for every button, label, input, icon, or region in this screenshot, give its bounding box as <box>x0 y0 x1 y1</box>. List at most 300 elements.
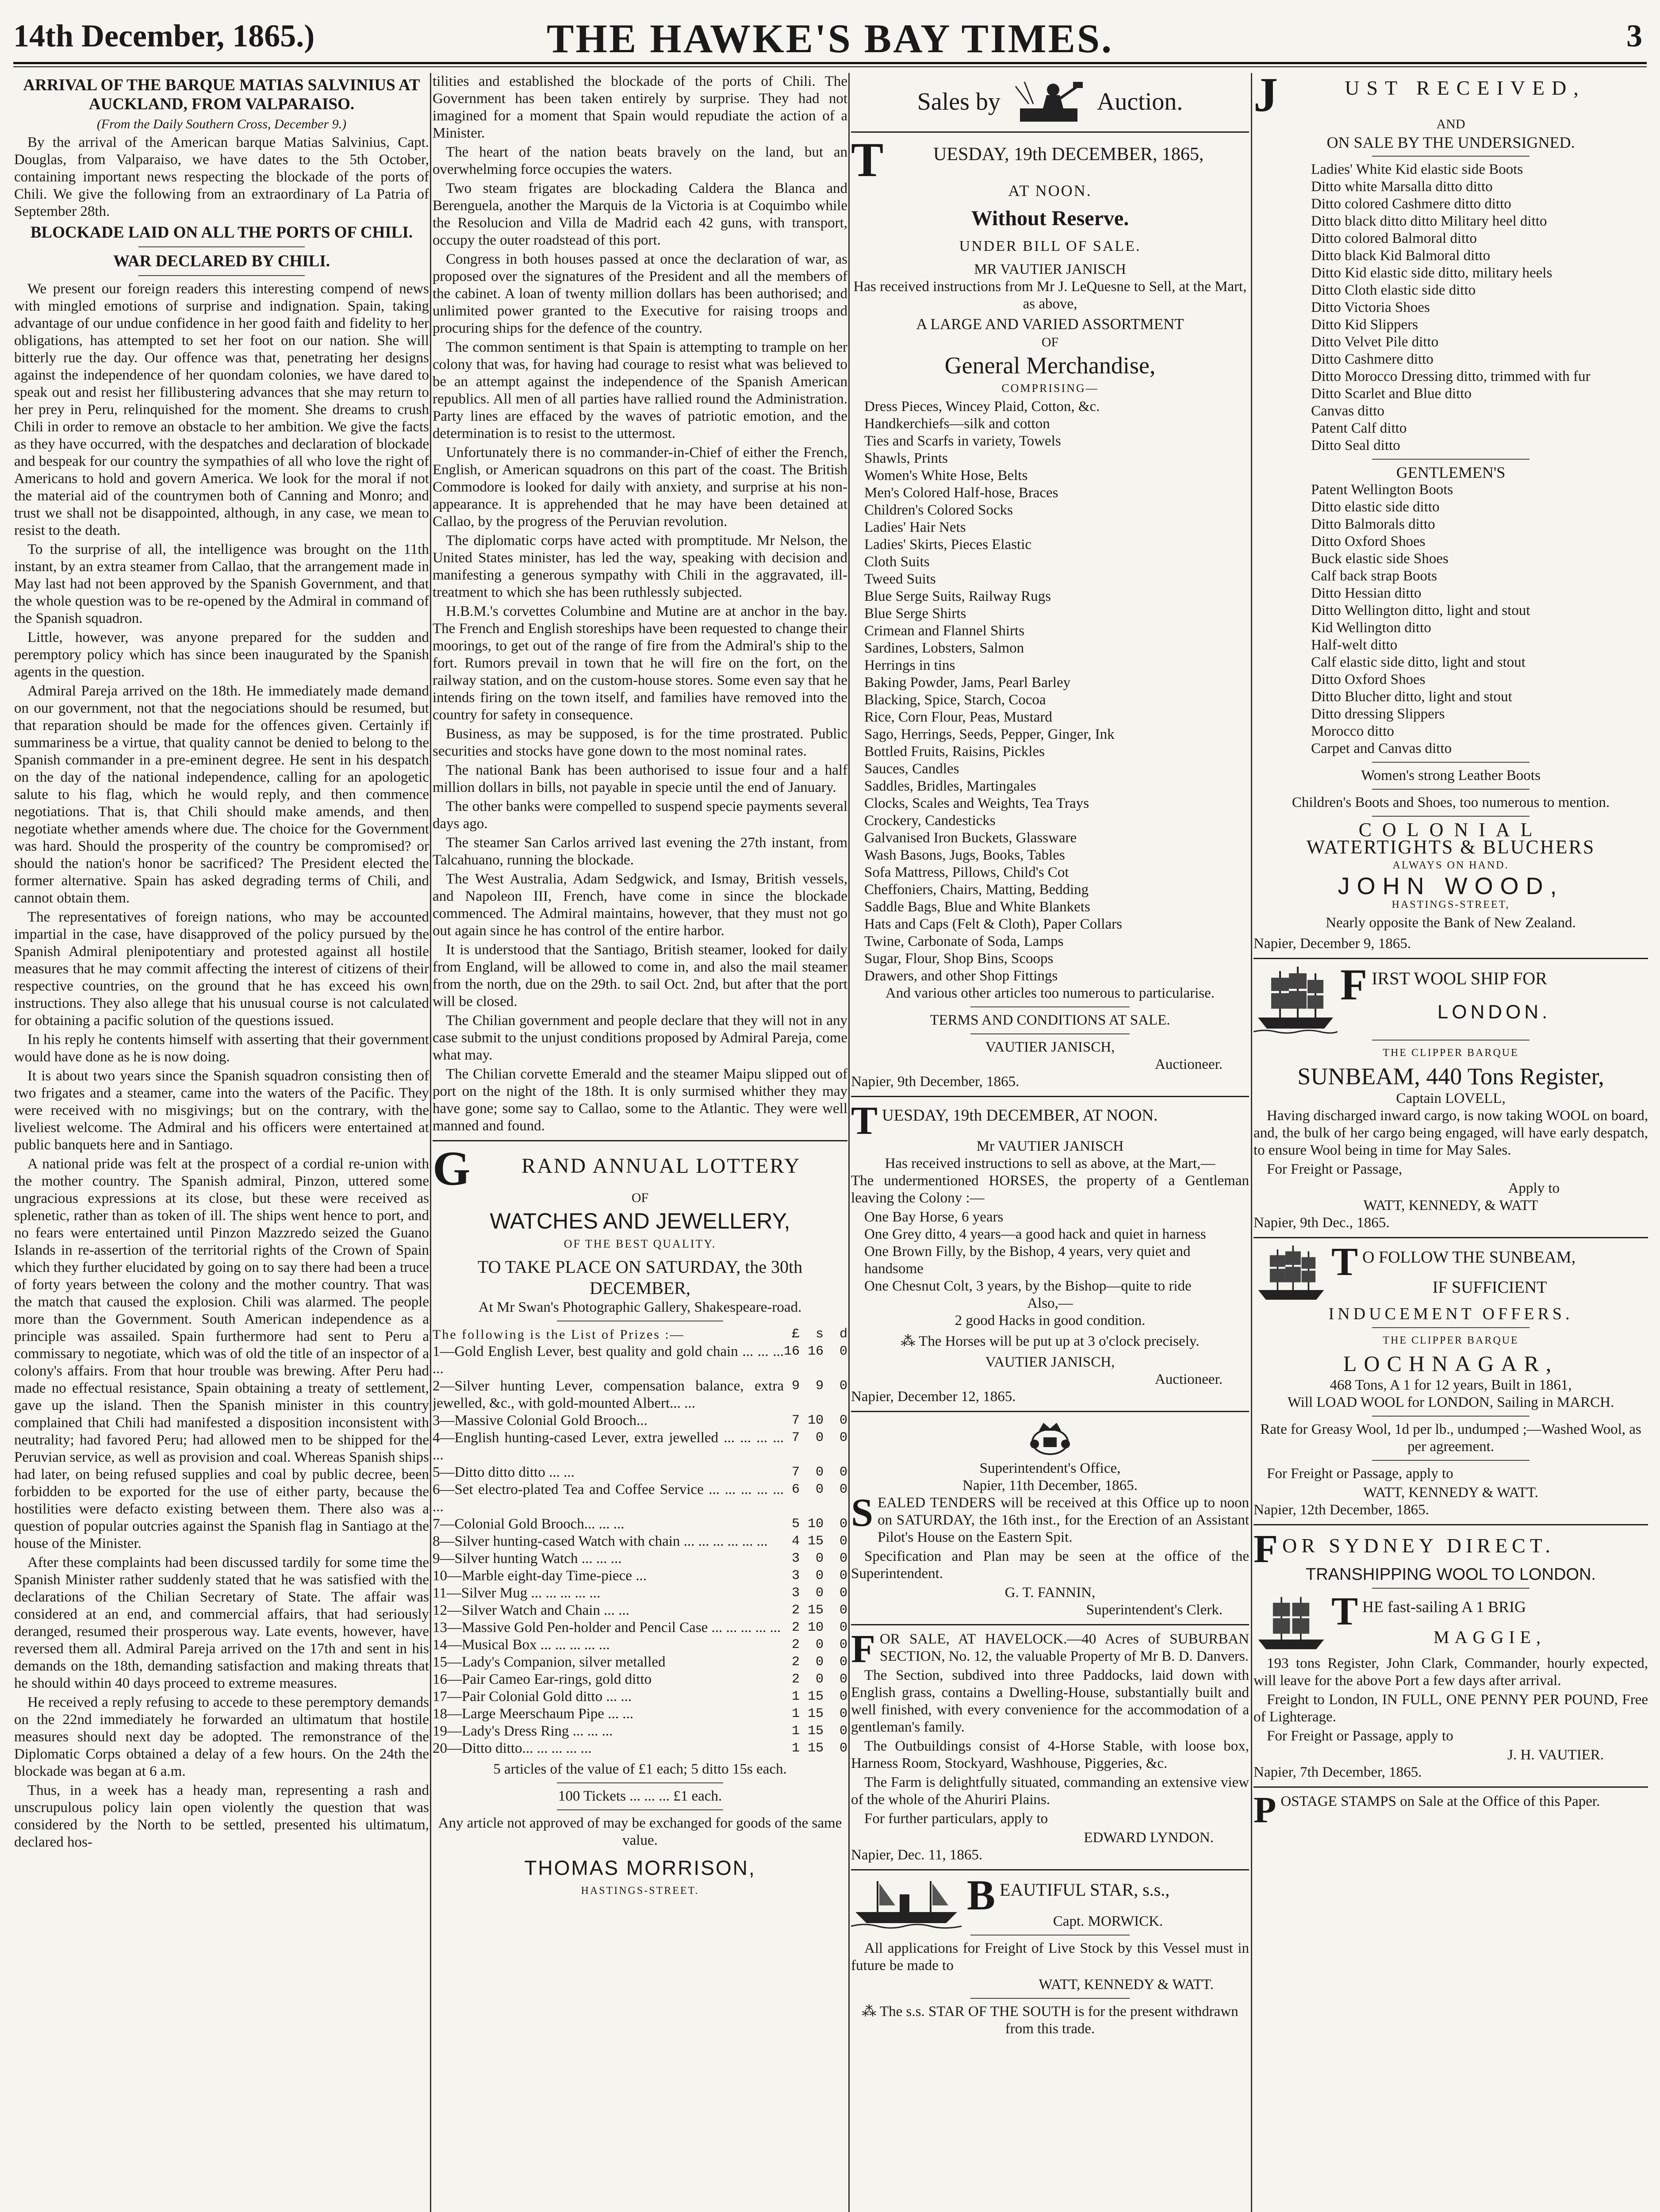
prize-value: 1 15 0 <box>783 1741 847 1756</box>
lottery-advertiser: THOMAS MORRISON, <box>524 1856 756 1879</box>
prize-name: 1—Gold English Lever, best quality and gold chain ... ... ... ... <box>433 1344 784 1377</box>
gentlemen-footwear-item: Morocco ditto <box>1311 723 1394 739</box>
lottery-title: RAND ANNUAL LOTTERY <box>521 1154 801 1178</box>
article-paragraph: He received a reply refusing to accede to these peremptory demands on the 22nd immediately he forwarded an ultimatum that hostile measures should next day be adopted. The remonstrance of the Diplomatic Corps obtained a delay of a few hours. On the 24th the blockade was began at 6 a.m. <box>14 1694 429 1779</box>
sale-text: OR SALE, AT HAVELOCK.—40 Acres of SUBURBAN SECTION, No. 12, the valuable Property of Mr B. D. Danvers. <box>879 1631 1249 1664</box>
gentlemen-footwear-item: Ditto Hessian ditto <box>1311 585 1422 601</box>
article-paragraph: After these complaints had been discussed tardily for some time the Spanish Minister rather suddenly stated that he was satisfied with the declarations of the Chilian Secretary of State. The affair was considered at an end, and commercial affairs, that had seriously deranged, resumed their prosperous way. Late events, however, have reversed them all. Admiral Pareja arrived on the 17th and sent in his demands on the 18th, demanding satisfaction and making threats that he should within 40 days proceed to extreme measures. <box>14 1555 429 1691</box>
follow-subtitle: IF SUFFICIENT <box>1432 1278 1547 1297</box>
signature-title: Auctioneer. <box>1154 1056 1223 1072</box>
gentlemen-footwear-item: Kid Wellington ditto <box>1311 620 1431 636</box>
advert-date: Napier, 9th December, 1865. <box>851 1074 1020 1090</box>
prize-row <box>433 1602 847 1619</box>
article-paragraph: Admiral Pareja arrived on the 18th. He immediately made demand on our government, not that the negociations should be resumed, but that reparation should be made for the offences given. Certainly if summariness be a virtue, that quality cannot be denied to belong to the Spanish commander in a pre-eminent degree. He sent in his despatch on the day of the national independence, calling for an apologetic salute to his flag, which he would reply, and then commence negotiations. That is, that Chili should make amends, and then negotiate whether amends where due. The choice for the Government was hard. Should the prosperity of the country be compromised? or should the nation's honor be sacrificed? The President elected the former alternative. Spain has asked degrading terms of Chili, and cannot obtain them. <box>14 683 429 906</box>
advert-divider <box>1254 1237 1648 1238</box>
article-paragraph: To the surprise of all, the intelligence was brought on the 11th instant, by an extra steamer from Callao, that the arrangement made in May last had not been approved by the Spanish Government, and that the whole question was to be re-opened by the Admiral in command of the Spanish squadron. <box>14 541 429 626</box>
lottery-of: OF <box>631 1190 649 1205</box>
ladies-footwear-item: Ditto Morocco Dressing ditto, trimmed with fur <box>1311 369 1591 384</box>
article-paragraph: We present our foreign readers this interesting compend of news with mingled emotions of surprise and indignation. Spain, taking advantage of our undue confidence in her good faith and fidelity to her obligations, has attempted to set her foot on our nation. She will bitterly rue the day. Our offence was that, penetrating her designs against the independence of her quondam colonies, we have dared to speak out and resist her fillibustering advances that she may return to her prey in Peru, relinquished for the moment. She dreams to crush Chili in order to remove an obstacle to her ambition. We give the facts as they have occurred, with the despatches and declaration of blockade and bespeak for our country the sympathies of all who love the right of Americans to hold and govern America. We look for the moral if not the material aid of the countrymen both of Canning and Monro; and trust we shall not be disappointed, although, in any case, we mean to resist to the death. <box>14 281 429 538</box>
goods-item: Handkerchiefs—silk and cotton <box>864 416 1050 432</box>
advert-divider <box>851 1096 1249 1097</box>
prize-row <box>433 1619 847 1636</box>
goods-item: Sofa Mattress, Pillows, Child's Cot <box>864 864 1069 880</box>
short-divider <box>1372 1588 1530 1589</box>
article-paragraph: In his reply he contents himself with asserting that their government would have done as he is now doing. <box>14 1032 429 1065</box>
prize-row <box>433 1533 847 1550</box>
advert-date: Napier, December 12, 1865. <box>851 1389 1016 1405</box>
drop-cap: F <box>1254 1531 1278 1566</box>
auctioneer-name: Mr VAUTIER JANISCH <box>976 1138 1124 1154</box>
goods-item: Twine, Carbonate of Soda, Lamps <box>864 933 1064 949</box>
gentlemen-footwear-item: Ditto elastic side ditto <box>1311 499 1440 515</box>
merchandise-auction-advert <box>851 138 1249 1091</box>
article-paragraph: The national Bank has been authorised to issue four and a half million dollars in bills, not payable in specie until the end of January. <box>433 762 847 795</box>
prize-value: 7 10 0 <box>783 1413 847 1428</box>
signature-title: Superintendent's Clerk. <box>1086 1602 1223 1618</box>
article-paragraph: The Chilian government and people declare that they will not in any case submit to the unjust conditions proposed by Admiral Pareja, come what may. <box>433 1013 847 1063</box>
hacks-line: 2 good Hacks in good condition. <box>955 1313 1146 1329</box>
ladies-footwear-item: Ditto Scarlet and Blue ditto <box>1311 386 1472 402</box>
article-paragraph: Little, however, was anyone prepared for the sudden and peremptory policy which has since been inaugurated by the Spanish agents in the question. <box>14 630 429 680</box>
article-paragraph: It is about two years since the Spanish squadron consisting then of two frigates and a steamer, came into the waters of the Pacific. They were received with no misgivings; but on the contrary, with the liveliest welcome. The Admiral and his officers were entertained at public banquets here and in Santiago. <box>14 1068 429 1153</box>
prize-row <box>433 1567 847 1585</box>
prize-row <box>433 1378 847 1412</box>
article-paragraph: By the arrival of the American barque Matias Salvinius, Capt. Douglas, from Valparaiso, we have dates to the 5th October, containing important news respecting the blockade of the ports of Chili. We give the following from an extraordinary of La Patria of September 28th. <box>14 134 429 219</box>
column-2-news-lottery <box>433 73 847 2212</box>
prize-name: 16—Pair Cameo Ear-rings, gold ditto <box>433 1671 652 1687</box>
tender-text: EALED TENDERS will be received at this Office up to noon on SATURDAY, the 16th inst., for the Erection of an Assistant Pilot's House on the Eastern Spit. <box>878 1495 1249 1545</box>
prize-row <box>433 1636 847 1654</box>
goods-item: Saddles, Bridles, Martingales <box>864 778 1036 794</box>
freight-text: For Freight or Passage, apply to <box>1267 1466 1453 1482</box>
goods-item: Herrings in tins <box>864 657 955 673</box>
article-paragraph: A national pride was felt at the prospect of a cordial re-union with the mother country. The Spanish admiral, Pinzon, uttered some ungracious expressions at its close, but these were received as splenetic, rather than as token of ill. The ships went hence to port, and no fears were entertained until Pinzon Mazzredo seized the Guano Islands in re-assertion of the territorial rights of the Crown of Spain which they further elucidated by going on to say there had been a truce of forty years between the colony and the mother country. That was the match that caused the explosion. Chili was alarmed. The people more than the Government. South American independence as a principle was assailed. Spain furthermore had sent to Peru a commissary to negotiate, which was of old the title of an inspector of a colony's affairs. From that hour trouble was brewing. After Peru had made no effectual resistance, Spain obtaining a treaty of settlement, gave up the island. Then the Spanish minister in this country complained that Chili had manifested a disposition inconsistent with neutrality; had favored Peru; had allowed men to be shipped for the Peruvian service, as well as provision and coal. Whereas Spanish ships had later, on being refused supplies and coal by public decree, been forbidden to be exported for the use of either party, because the hostilities were defacto existing between them. There also was a question of popular outcries against the Spanish flag in Santiago at the house of the Minister. <box>14 1156 429 1551</box>
ladies-footwear-item: Ditto white Marsalla ditto ditto <box>1311 179 1493 195</box>
ladies-footwear-item: Patent Calf ditto <box>1311 420 1407 436</box>
office-date: Napier, 11th December, 1865. <box>962 1478 1138 1494</box>
page-number: 3 <box>1626 18 1642 54</box>
comprising: COMPRISING— <box>1001 382 1099 395</box>
currency-header: £ s d <box>791 1327 847 1342</box>
prize-value: 16 16 0 <box>783 1344 847 1359</box>
prize-name: 15—Lady's Companion, silver metalled <box>433 1654 666 1670</box>
of-label: OF <box>1041 335 1059 349</box>
auctioneer-icon <box>1011 77 1086 126</box>
goods-item: Saddle Bags, Blue and White Blankets <box>864 899 1090 915</box>
goods-item: Hats and Caps (Felt & Cloth), Paper Collars <box>864 916 1122 932</box>
ladies-footwear-item: Canvas ditto <box>1311 403 1384 419</box>
advert-divider <box>1254 1524 1648 1525</box>
prize-name: 12—Silver Watch and Chain ... ... <box>433 1602 629 1618</box>
advert-divider <box>433 1140 847 1141</box>
sales-banner <box>851 77 1249 126</box>
ship-name: SUNBEAM, 440 Tons Register, <box>1297 1063 1604 1090</box>
wool-ship-title: IRST WOOL SHIP FOR <box>1372 968 1547 988</box>
prize-value: 9 9 0 <box>783 1379 847 1394</box>
brig-icon <box>1254 1593 1329 1655</box>
prize-name: 5—Ditto ditto ditto ... ... <box>433 1464 575 1480</box>
headline-blockade: BLOCKADE LAID ON ALL THE PORTS OF CHILI. <box>30 223 413 242</box>
signature-name: G. T. FANNIN, <box>1004 1585 1096 1601</box>
children-boots: Children's Boots and Shoes, too numerous to mention. <box>1292 795 1610 810</box>
sunbeam-advert <box>1254 964 1648 1232</box>
ladies-footwear-item: Ditto black Kid Balmoral ditto <box>1311 248 1491 264</box>
lottery-note: Any article not approved of may be exchanged for goods of the same value. <box>438 1815 842 1848</box>
lottery-tickets: 100 Tickets ... ... ... £1 each. <box>558 1788 722 1804</box>
prize-row <box>433 1550 847 1567</box>
short-divider <box>1372 816 1530 817</box>
merchant-location: Nearly opposite the Bank of New Zealand. <box>1326 915 1576 931</box>
colonial-label: COLONIAL <box>1358 819 1543 841</box>
prize-name: 14—Musical Box ... ... ... ... ... <box>433 1637 610 1653</box>
apply-to: Apply to <box>1508 1180 1560 1196</box>
prize-name: 18—Large Meerschaum Pipe ... ... <box>433 1706 633 1722</box>
prize-value: 7 0 0 <box>783 1465 847 1480</box>
masthead-rule-thin <box>13 66 1647 67</box>
signature-title: Auctioneer. <box>1154 1371 1223 1387</box>
prize-value: 5 10 0 <box>783 1517 847 1532</box>
ladies-footwear-item: Ditto Cashmere ditto <box>1311 351 1434 367</box>
gentlemen-footwear-item: Ditto dressing Slippers <box>1311 706 1445 722</box>
short-divider <box>1372 1460 1530 1461</box>
prize-row <box>433 1464 847 1481</box>
prize-row <box>433 1412 847 1429</box>
article-paragraph: The steamer San Carlos arrived last evening the 27th instant, from Talcahuano, running the blockade. <box>433 835 847 868</box>
sydney-advert <box>1254 1531 1648 1781</box>
goods-item: Blue Serge Shirts <box>864 606 966 622</box>
short-divider <box>970 1998 1130 1999</box>
sale-text: For further particulars, apply to <box>864 1811 1048 1827</box>
short-divider <box>557 1809 723 1810</box>
advert-divider <box>1254 1786 1648 1788</box>
horse-item: One Grey ditto, 4 years—a good hack and quiet in harness <box>864 1226 1206 1242</box>
prize-name: 7—Colonial Gold Brooch... ... ... <box>433 1516 625 1532</box>
royal-crest-icon <box>1021 1417 1079 1457</box>
prize-name: 10—Marble eight-day Time-piece ... <box>433 1568 647 1584</box>
short-divider <box>970 1006 1130 1007</box>
horses-intro: The undermentioned HORSES, the property of a Gentleman leaving the Colony :— <box>851 1173 1249 1206</box>
prize-value: 1 15 0 <box>783 1689 847 1704</box>
source-line: (From the Daily Southern Cross, December 9.) <box>96 117 347 131</box>
ship-captain: Captain LOVELL, <box>1396 1091 1506 1106</box>
goods-item: Ties and Scarfs in variety, Towels <box>864 433 1061 449</box>
auction-date: UESDAY, 19th DECEMBER, AT NOON. <box>882 1106 1158 1125</box>
drop-cap: F <box>1340 964 1368 1003</box>
on-sale-line: ON SALE BY THE UNDERSIGNED. <box>1326 134 1575 151</box>
goods-item: Clocks, Scales and Weights, Tea Trays <box>864 795 1089 811</box>
ladies-footwear-item: Ladies' White Kid elastic side Boots <box>1311 161 1523 177</box>
article-paragraph: Two steam frigates are blockading Caldera the Blanca and Berenguela, another the Marquis de la Victoria is at Coquimbo while the Resolucion and Villa de Madrid each 42 guns, with transport, occupy the outer roadstead of this port. <box>433 180 847 248</box>
prize-name: 11—Silver Mug ... ... ... ... ... <box>433 1585 601 1601</box>
column-1-news <box>14 73 429 2212</box>
just-received-advert <box>1254 73 1648 952</box>
gentlemen-heading: GENTLEMEN'S <box>1396 464 1506 481</box>
drop-cap: T <box>1331 1244 1358 1279</box>
beautiful-star-advert <box>851 1876 1249 2038</box>
ladies-footwear-item: Ditto Kid Slippers <box>1311 317 1418 333</box>
prize-value: 2 10 0 <box>783 1620 847 1635</box>
drop-cap: T <box>851 138 884 180</box>
bill-of-sale: UNDER BILL OF SALE. <box>959 238 1141 254</box>
prize-value: 4 15 0 <box>783 1534 847 1549</box>
masthead <box>13 9 1647 62</box>
always-on-hand: ALWAYS ON HAND. <box>1392 860 1509 871</box>
sale-text: The Section, subdived into three Paddocks, laid down with English grass, contains a Dwelling-House, substantially built and well finished, with every convenience for the accommodation of a gentleman's family. <box>851 1667 1249 1735</box>
steamship-icon <box>851 1877 962 1930</box>
transhipping-line: TRANSHIPPING WOOL TO LONDON. <box>1306 1565 1596 1584</box>
signature-name: WATT, KENNEDY & WATT. <box>1363 1485 1538 1501</box>
goods-item: Cloth Suits <box>864 554 930 570</box>
lottery-watches: WATCHES AND JEWELLERY, <box>490 1209 790 1233</box>
ladies-footwear-list <box>1254 161 1648 454</box>
prize-value: 1 15 0 <box>783 1724 847 1739</box>
masthead-rule <box>13 62 1647 64</box>
advert-date: Napier, Dec. 11, 1865. <box>851 1847 983 1863</box>
ladies-footwear-item: Ditto colored Balmoral ditto <box>1311 230 1477 246</box>
prize-name: 4—English hunting-cased Lever, extra jewelled ... ... ... ... ... <box>433 1430 784 1463</box>
drop-cap: P <box>1254 1793 1277 1826</box>
signature-name: VAUTIER JANISCH, <box>985 1354 1115 1370</box>
lottery-extra: 5 articles of the value of £1 each; 5 ditto 15s each. <box>493 1761 787 1777</box>
prize-name: 17—Pair Colonial Gold ditto ... ... <box>433 1689 632 1705</box>
sydney-title: OR SYDNEY DIRECT. <box>1282 1534 1555 1557</box>
prize-row <box>433 1688 847 1705</box>
goods-item: Sago, Herrings, Seeds, Pepper, Ginger, Ink <box>864 726 1115 742</box>
column-rule-1 <box>430 73 431 2212</box>
prize-name: 20—Ditto ditto... ... ... ... ... <box>433 1740 592 1756</box>
auction-label: Auction. <box>1096 88 1183 115</box>
goods-item: Bottled Fruits, Raisins, Pickles <box>864 744 1045 760</box>
article-paragraph: The heart of the nation beats bravely on the land, but an overwhelming force occupies the waters. <box>433 144 847 177</box>
article-paragraph: The Chilian corvette Emerald and the steamer Maipu slipped out of port on the night of the 18th. It is only surmised whither they may have gone; some say to Callao, some to the Atlantic. They were well manned and found. <box>433 1066 847 1134</box>
wool-ship-destination: LONDON. <box>1437 1001 1551 1023</box>
auction-date: UESDAY, 19th DECEMBER, 1865, <box>933 144 1204 165</box>
goods-item: Ladies' Hair Nets <box>864 519 966 535</box>
goods-item: Sugar, Flour, Shop Bins, Scoops <box>864 951 1054 967</box>
goods-item: Children's Colored Socks <box>864 502 1013 518</box>
ship-details: 193 tons Register, John Clark, Commander, hourly expected, will leave for the above Port a few days after arrival. <box>1254 1655 1648 1689</box>
advert-date: Napier, 7th December, 1865. <box>1254 1764 1422 1780</box>
prize-value: 3 0 0 <box>783 1551 847 1566</box>
prize-name: 2—Silver hunting Lever, compensation balance, extra jewelled, &c., with gold-mounted Albert... ... <box>433 1378 784 1411</box>
advert-divider <box>851 1411 1249 1412</box>
gentlemen-footwear-item: Ditto Wellington ditto, light and stout <box>1311 603 1530 618</box>
prize-list-title: The following is the List of Prizes :— <box>433 1327 685 1342</box>
follow-title: O FOLLOW THE SUNBEAM, <box>1362 1248 1576 1267</box>
tender-text: Specification and Plan may be seen at the office of the Superintendent. <box>851 1548 1249 1582</box>
freight-text: For Freight or Passage, <box>1267 1161 1403 1177</box>
auction-instructions: Has received instructions to sell as above, at the Mart,— <box>885 1156 1215 1171</box>
goods-list <box>851 398 1249 985</box>
article-paragraph: The diplomatic corps have acted with promptitude. Mr Nelson, the United States minister, has led the way, speaking with decision and manifesting a generous sympathy with Chili in the aggravated, ill-treatment to which she has been ruthlessly subjected. <box>433 533 847 600</box>
signature-name: VAUTIER JANISCH, <box>985 1039 1115 1055</box>
short-divider <box>557 1782 723 1783</box>
prize-value: 2 0 0 <box>783 1637 847 1652</box>
signature-name: WATT, KENNEDY, & WATT <box>1363 1198 1538 1214</box>
advert-divider <box>851 131 1249 133</box>
ship-captain: Capt. MORWICK. <box>1053 1913 1163 1929</box>
gentlemen-footwear-item: Ditto Balmorals ditto <box>1311 516 1435 532</box>
article-paragraph: The representatives of foreign nations, who may be accounted impartial in the case, have disapproved of the policy pursued by the Spanish Admiral plenipotentiary and protested against all hostile measures that he may commit affecting the interest of citizens of their respective countries, on the ground that he has exceed his own instructions. They also allege that his unusual course is not calculated for obtaining a pacific solution of the questions issued. <box>14 909 429 1029</box>
prize-row <box>433 1671 847 1688</box>
asterism-icon: ⁂ <box>901 1333 919 1349</box>
watertights-label: WATERTIGHTS & BLUCHERS <box>1306 836 1595 858</box>
ladies-footwear-item: Ditto Cloth elastic side ditto <box>1311 282 1476 298</box>
goods-item: Sardines, Lobsters, Salmon <box>864 640 1024 656</box>
horse-item: One Chesnut Colt, 3 years, by the Bishop—quite to ride <box>864 1278 1192 1294</box>
horse-item: One Bay Horse, 6 years <box>864 1209 1004 1225</box>
and-label: AND <box>1436 117 1465 131</box>
ship-name: LOCHNAGAR, <box>1343 1351 1559 1376</box>
sale-text: The Farm is delightfully situated, commanding an extensive view of the whole of the Ahuriri Plains. <box>851 1774 1249 1808</box>
prize-row <box>433 1429 847 1464</box>
goods-item: Crockery, Candesticks <box>864 813 996 829</box>
lottery-date: TO TAKE PLACE ON SATURDAY, the 30th DECEMBER, <box>477 1257 803 1298</box>
prize-list-header <box>433 1326 847 1343</box>
also-label: Also,— <box>1027 1295 1073 1311</box>
lochnagar-advert <box>1254 1244 1648 1519</box>
headline-war: WAR DECLARED BY CHILI. <box>113 252 330 270</box>
advert-date: Napier, 12th December, 1865. <box>1254 1502 1429 1518</box>
lottery-venue: At Mr Swan's Photographic Gallery, Shakespeare-road. <box>478 1299 802 1315</box>
freight-text: For Freight or Passage, apply to <box>1267 1728 1453 1744</box>
gentlemen-footwear-item: Buck elastic side Shoes <box>1311 551 1449 567</box>
goods-item: Men's Colored Half-hose, Braces <box>864 485 1058 501</box>
prize-row <box>433 1516 847 1533</box>
column-rule-2 <box>848 73 850 2212</box>
assortment: A LARGE AND VARIED ASSORTMENT <box>916 315 1184 333</box>
ladies-footwear-item: Ditto Seal ditto <box>1311 438 1400 453</box>
sailing-ship-icon <box>1254 964 1338 1035</box>
article-paragraph: The common sentiment is that Spain is attempting to trample on her colony that was, for having had courage to resist what was believed to be an attempt against the independence of the Spanish American republics. All men of all parties have rallied round the Administration. Party lines are effaced by the waves of patriotic emotion, and the determination is to resist to the uttermost. <box>433 339 847 442</box>
ship-title: EAUTIFUL STAR, s.s., <box>1000 1880 1170 1900</box>
sales-by-label: Sales by <box>917 88 1001 115</box>
load-line: Will LOAD WOOL for LONDON, Sailing in MARCH. <box>1287 1394 1614 1410</box>
goods-item: Sauces, Candles <box>864 761 959 777</box>
rate-line: Rate for Greasy Wool, 1d per lb., undumped ;—Washed Wool, as per agreement. <box>1260 1421 1641 1455</box>
prize-value: 1 15 0 <box>783 1706 847 1721</box>
prize-name: 3—Massive Colonial Gold Brooch... <box>433 1413 648 1429</box>
goods-item: Crimean and Flannel Shirts <box>864 623 1025 639</box>
column-3-auctions <box>851 73 1249 2212</box>
newspaper-title: THE HAWKE'S BAY TIMES. <box>547 16 1113 61</box>
postage-stamps-notice <box>1254 1793 1648 1826</box>
prize-row <box>433 1343 847 1378</box>
prize-value: 3 0 0 <box>783 1568 847 1583</box>
drop-cap: J <box>1254 73 1278 115</box>
short-divider <box>1372 156 1530 157</box>
article-paragraph: Thus, in a week has a heady man, representing a rash and unscrupulous policy lain open violently the question that was considered by the North to be settled, presented his ultimatum, declared hos- <box>14 1782 429 1850</box>
merchant-name: JOHN WOOD, <box>1338 873 1564 899</box>
goods-item: Blacking, Spice, Starch, Cocoa <box>864 692 1046 708</box>
lottery-quality: OF THE BEST QUALITY. <box>564 1237 717 1250</box>
various-articles: And various other articles too numerous to particularise. <box>885 985 1215 1001</box>
tenders-advert <box>851 1417 1249 1619</box>
women-boots: Women's strong Leather Boots <box>1361 768 1541 783</box>
drop-cap: S <box>851 1494 874 1535</box>
ladies-footwear-item: Ditto colored Cashmere ditto ditto <box>1311 196 1511 212</box>
ladies-footwear-item: Ditto Victoria Shoes <box>1311 300 1430 315</box>
prize-value: 3 0 0 <box>783 1586 847 1601</box>
gentlemen-footwear-item: Patent Wellington Boots <box>1311 482 1453 498</box>
article-paragraph: Unfortunately there is no commander-in-Chief of either the French, English, or American squadrons on this part of the coast. The British Commodore is looked for daily with anxiety, and surprise at his non-appearance. It is apprehended that he may have been detained at Callao, by the progress of the Peruvian revolution. <box>433 445 847 530</box>
goods-item: Dress Pieces, Wincey Plaid, Cotton, &c. <box>864 399 1100 415</box>
signature-name: WATT, KENNEDY & WATT. <box>1039 1977 1214 1993</box>
article-paragraph: The West Australia, Adam Sedgwick, and Ismay, British vessels, and Napoleon III, French, have come in since the blockade commenced. The Admiral maintains, however, that they must not go out again since he has control of the entire harbor. <box>433 871 847 939</box>
prize-value: 2 0 0 <box>783 1655 847 1670</box>
goods-item: Blue Serge Suits, Railway Rugs <box>864 588 1051 604</box>
inducement-line: INDUCEMENT OFFERS. <box>1328 1305 1573 1323</box>
article-paragraph: H.B.M.'s corvettes Columbine and Mutine are at anchor in the bay. The French and English storeships have been requested to change their moorings, to get out of the range of fire from the Admiral's ship to the fort. Rumors prevail in town that he will fire on the fort, on the railway station, and on the custom-house stores. Some even say that he intends firing on the town itself, and families have removed into the country for safety in consequence. <box>433 603 847 723</box>
ship-details: 468 Tons, A 1 for 12 years, Built in 1861, <box>1330 1377 1572 1393</box>
cargo-text: Having discharged inward cargo, is now taking WOOL on board, and, the bulk of her cargo being engaged, will have early despatch, to ensure Wool being in time for May Sales. <box>1254 1108 1648 1158</box>
short-divider <box>970 1033 1130 1034</box>
article-paragraph: The other banks were compelled to suspend specie payments several days ago. <box>433 799 847 832</box>
postage-text: OSTAGE STAMPS on Sale at the Office of this Paper. <box>1280 1793 1600 1809</box>
freight-text: All applications for Freight of Live Stock by this Vessel must in future be made to <box>851 1940 1249 1974</box>
without-reserve: Without Reserve. <box>971 207 1129 230</box>
prize-value: 2 15 0 <box>783 1603 847 1618</box>
prize-value: 7 0 0 <box>783 1430 847 1445</box>
freight-rate: Freight to London, IN FULL, ONE PENNY PER POUND, Free of Lighterage. <box>1254 1692 1648 1725</box>
sailing-ship-icon <box>1254 1244 1329 1306</box>
goods-item: Baking Powder, Jams, Pearl Barley <box>864 675 1071 691</box>
advert-date: Napier, December 9, 1865. <box>1254 936 1411 952</box>
prize-name: 6—Set electro-plated Tea and Coffee Service ... ... ... ... ... ... <box>433 1482 784 1515</box>
asterism-icon: ⁂ <box>862 2004 880 2020</box>
drop-cap: T <box>1331 1593 1358 1628</box>
gentlemen-footwear-item: Calf elastic side ditto, light and stout <box>1311 654 1526 670</box>
article-paragraph: Business, as may be supposed, is for the time prostrated. Public securities and stocks have gone down to the most nominal rates. <box>433 726 847 759</box>
prize-name: 9—Silver hunting Watch ... ... ... <box>433 1551 622 1567</box>
short-divider <box>970 1935 1130 1936</box>
ladies-footwear-item: Ditto Kid elastic side ditto, military heels <box>1311 265 1553 281</box>
signature-name: J. H. VAUTIER. <box>1507 1747 1604 1763</box>
advert-divider <box>1254 958 1648 959</box>
short-divider <box>1372 459 1530 460</box>
short-divider <box>138 246 304 247</box>
advert-divider <box>851 1869 1249 1870</box>
goods-item: Rice, Corn Flour, Peas, Mustard <box>864 709 1052 725</box>
goods-item: Shawls, Prints <box>864 450 948 466</box>
goods-item: Galvanised Iron Buckets, Glassware <box>864 830 1077 846</box>
prize-row <box>433 1740 847 1757</box>
gentlemen-footwear-item: Carpet and Canvas ditto <box>1311 741 1452 757</box>
goods-item: Wash Basons, Jugs, Books, Tables <box>864 847 1065 863</box>
horses-auction-advert <box>851 1102 1249 1406</box>
signature-name: EDWARD LYNDON. <box>1084 1830 1214 1846</box>
drop-cap: B <box>967 1876 996 1913</box>
prize-name: 19—Lady's Dress Ring ... ... ... <box>433 1723 613 1739</box>
lottery-street: HASTINGS-STREET. <box>581 1885 699 1897</box>
horses-list <box>851 1209 1249 1295</box>
column-4-adverts <box>1254 73 1648 2212</box>
withdrawal-note: The s.s. STAR OF THE SOUTH is for the present withdrawn from this trade. <box>879 2004 1238 2037</box>
clipper-label: THE CLIPPER BARQUE <box>1383 1335 1519 1346</box>
ship-name: MAGGIE, <box>1434 1627 1546 1647</box>
general-merchandise: General Merchandise, <box>944 352 1156 379</box>
just-received-title: UST RECEIVED, <box>1345 77 1586 99</box>
short-divider <box>1372 1416 1530 1417</box>
advert-date: Napier, 9th Dec., 1865. <box>1254 1215 1390 1231</box>
auction-time: AT NOON. <box>1008 182 1092 200</box>
prize-value: 2 0 0 <box>783 1672 847 1687</box>
goods-item: Drawers, and other Shop Fittings <box>864 968 1058 984</box>
merchant-street: HASTINGS-STREET, <box>1392 899 1510 910</box>
ladies-footwear-item: Ditto Velvet Pile ditto <box>1311 334 1439 350</box>
advert-divider <box>851 1624 1249 1625</box>
office-name: Superintendent's Office, <box>979 1460 1121 1476</box>
